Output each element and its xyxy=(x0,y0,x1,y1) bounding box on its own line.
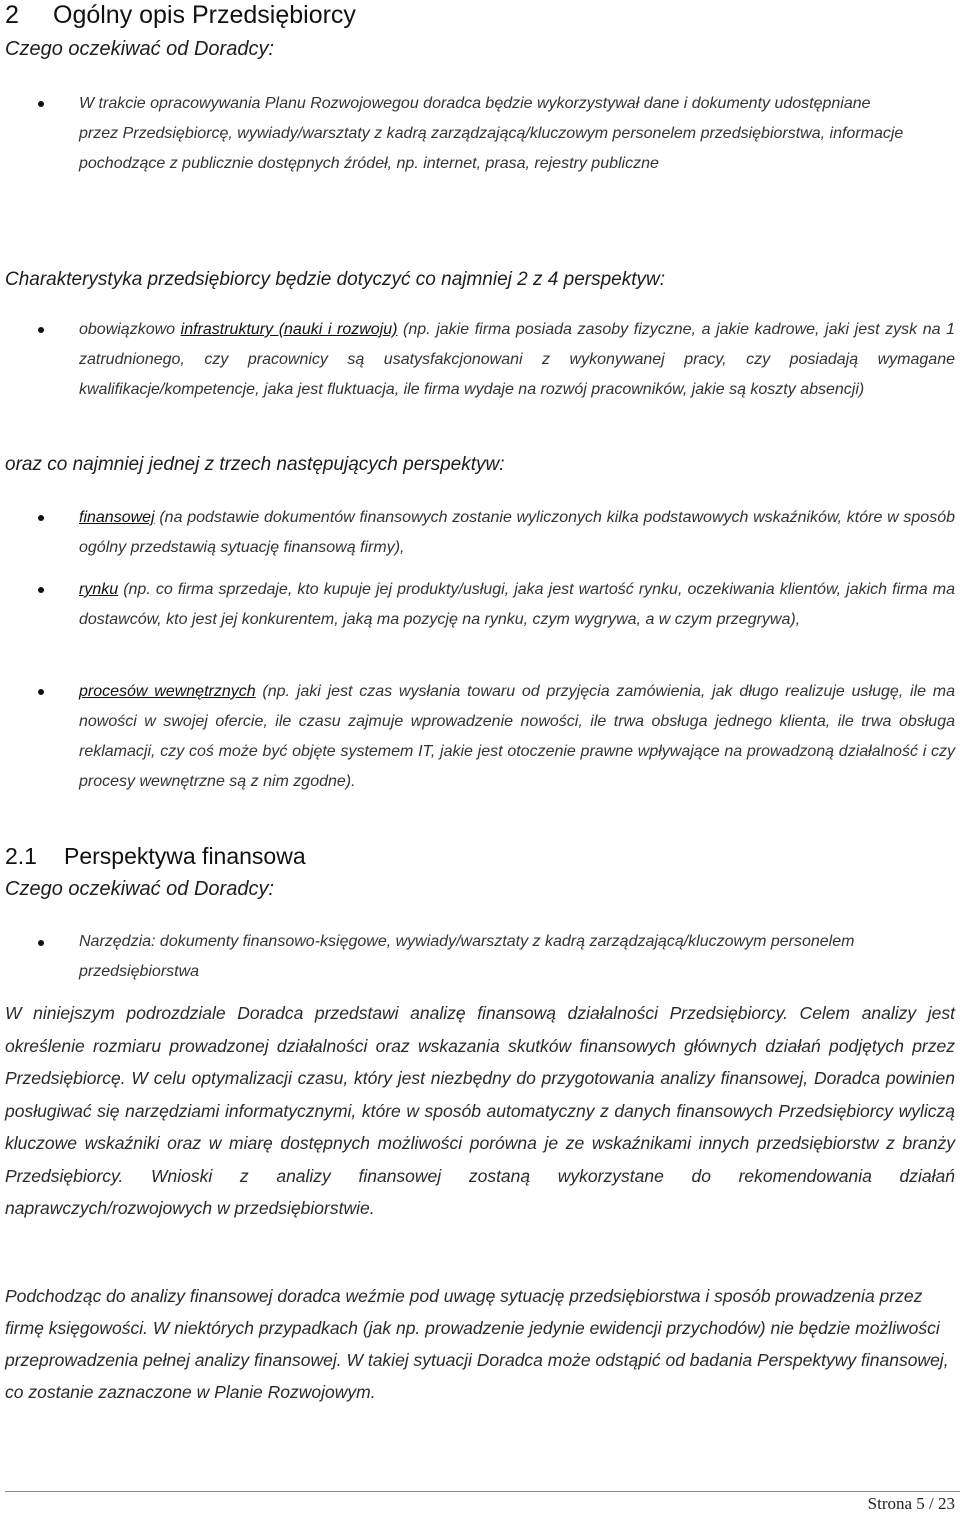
characteristics-heading: Charakterystyka przedsiębiorcy będzie dotyczyć co najmniej 2 z 4 perspektyw: xyxy=(5,269,666,290)
optional-perspective-market xyxy=(79,575,955,635)
optional-perspective-processes xyxy=(79,677,955,797)
bullet-marker xyxy=(38,515,44,521)
mandatory-desc: (np. jakie firma posiada zasoby fizyczne, a jakie kadrowe, jaki jest zysk na 1 zatrudnionego, czy pracownicy są usatysfakcjonowani z wykonywanej pracy, czy posiadają wymagane kwalifikacje/kompetencje, jaka jest fluktuacja, ile firma wydaje na rozwój pracowników, jakie są koszty absencji) xyxy=(79,321,956,398)
section-number: 2 xyxy=(5,1,19,29)
section-title: Ogólny opis Przedsiębiorcy xyxy=(53,1,356,29)
section-heading xyxy=(5,0,356,30)
subsection-number: 2.1 xyxy=(5,843,37,869)
optional-desc: (np. co firma sprzedaje, kto kupuje jej produkty/usługi, jaka jest wartość rynku, oczekiwania klientów, jakich firma ma dostawców, kto jest jej konkurentem, jaką ma pozycję na rynku, czym wygrywa, a w czym przegrywa), xyxy=(79,581,955,628)
optional-desc: (na podstawie dokumentów finansowych zostanie wyliczonych kilka podstawowych wskaźników, które w sposób ogólny przedstawią sytuację finansową firmy), xyxy=(79,509,955,556)
optional-perspective-finance xyxy=(79,503,955,563)
mandatory-term: infrastruktury (nauki i rozwoju) xyxy=(180,321,398,338)
paragraph-financial-analysis: W niniejszym podrozdziale Doradca przedstawi analizę finansową działalności Przedsiębiorcy. Celem analizy jest określenie rozmiaru prowadzonej działalności oraz wskazania skutków finansowych głównych działań podjętych przez Przedsiębiorcę. W celu optymalizacji czasu, który jest niezbędny do przygotowania analizy finansowej, Doradca powinien posługiwać się narzędziami informatycznymi, które w sposób automatyczny z danych finansowych Przedsiębiorcy wyliczą kluczowe wskaźniki oraz w miarę dostępnych możliwości porówna je ze wskaźnikami innych przedsiębiorstw z branży Przedsiębiorcy. Wnioski z analizy finansowej zostaną wykorzystane do rekomendowania działań naprawczych/rozwojowych w przedsiębiorstwie. xyxy=(5,1003,955,1218)
subsection-heading xyxy=(5,842,306,870)
optional-heading: oraz co najmniej jednej z trzech następujących perspektyw: xyxy=(5,454,505,475)
bullet-marker xyxy=(38,940,44,946)
mandatory-perspective xyxy=(79,315,955,405)
page-number: Strona 5 / 23 xyxy=(867,1494,955,1513)
paragraph-accounting: Podchodząc do analizy finansowej doradca weźmie pod uwagę sytuację przedsiębiorstwa i sposób prowadzenia przez firmę księgowości. W niektórych przypadkach (jak np. prowadzenie jedynie ewidencji przychodów) nie będzie możliwości przeprowadzenia pełnej analizy finansowej. W takiej sytuacji Doradca może odstąpić od badania Perspektywy finansowej, co zostanie zaznaczone w Planie Rozwojowym. xyxy=(5,1286,949,1402)
sub-heading: Czego oczekiwać od Doradcy: xyxy=(5,878,275,900)
optional-term: procesów wewnętrznych xyxy=(79,683,256,700)
optional-term: finansowej xyxy=(79,509,155,526)
optional-term: rynku xyxy=(79,581,119,598)
optional-desc: (np. jaki jest czas wysłania towaru od przyjęcia zamówienia, jak długo realizuje usługę, ile ma nowości w swojej ofercie, ile czasu zajmuje wprowadzenie nowości, ile trwa obsługa jednego klienta, ile trwa obsługa reklamacji, czy coś może być objęte systemem IT, jakie jest otoczenie prawne wpływające na prowadzoną działalność i czy procesy wewnętrzne są z nim zgodne). xyxy=(79,683,956,790)
bullet-marker xyxy=(38,327,44,333)
subsection-title: Perspektywa finansowa xyxy=(64,843,306,869)
bullet-marker xyxy=(38,587,44,593)
bullet-marker xyxy=(38,101,44,107)
bullet-marker xyxy=(38,689,44,695)
mandatory-prefix: obowiązkowo xyxy=(79,321,181,338)
intro-bullet-text: W trakcie opracowywania Planu Rozwojowegou doradca będzie wykorzystywał dane i dokumenty udostępniane przez Przedsiębiorcę, wywiady/warsztaty z kadrą zarządzającą/kluczowym personelem przedsiębiorstwa, informacje pochodzące z publicznie dostępnych źródeł, np. internet, prasa, rejestry publiczne xyxy=(79,95,904,172)
footer-rule xyxy=(5,1491,960,1492)
intro-heading: Czego oczekiwać od Doradcy: xyxy=(5,38,275,60)
sub-bullet-text: Narzędzia: dokumenty finansowo-księgowe, wywiady/warsztaty z kadrą zarządzającą/kluczowym personelem przedsiębiorstwa xyxy=(79,933,855,980)
